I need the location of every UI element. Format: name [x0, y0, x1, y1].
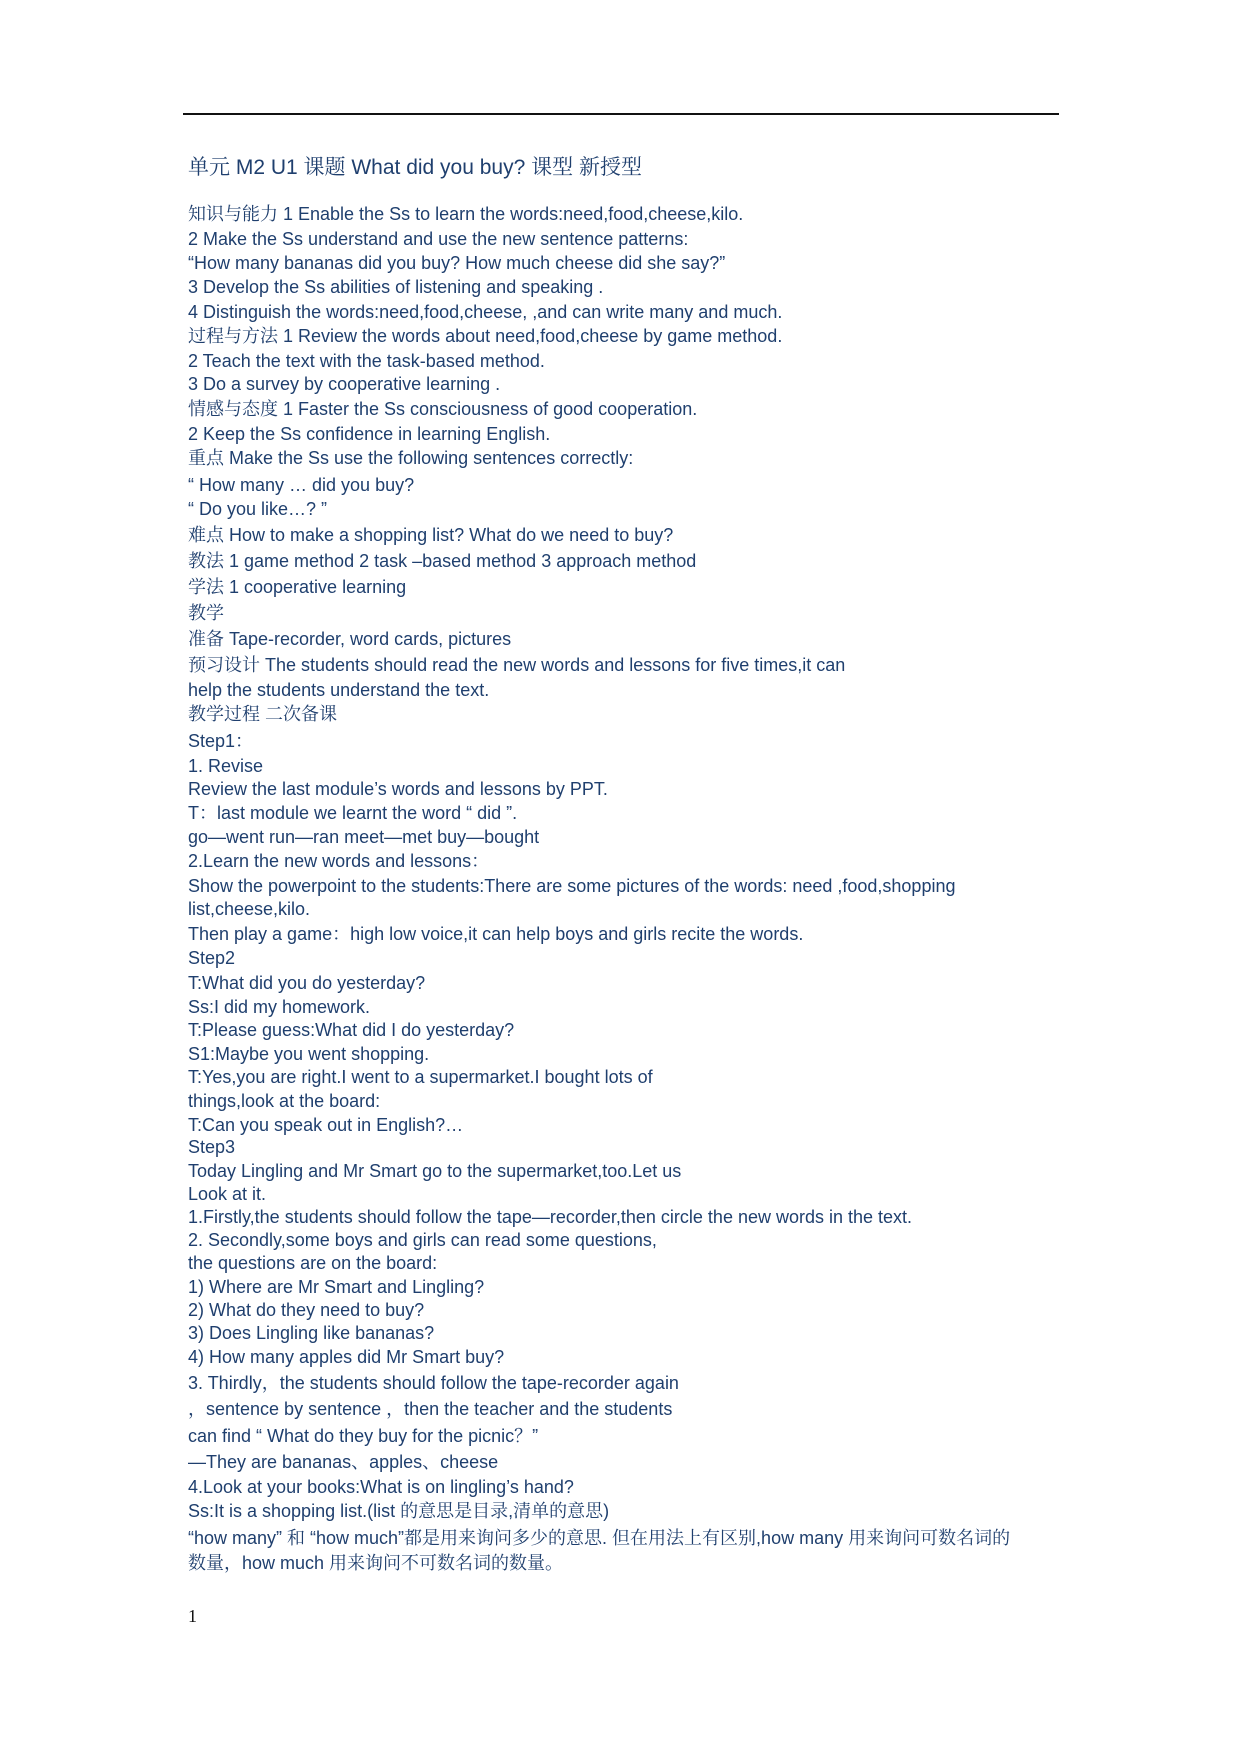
text-line: Then play a game：high low voice,it can help boys and girls recite the words.: [188, 924, 804, 944]
text-line: list,cheese,kilo.: [188, 899, 311, 919]
text-line: 1. Revise: [188, 756, 264, 776]
text-line: Step1：: [188, 731, 254, 751]
text-line: 3. Thirdly，the students should follow the tape-recorder again: [188, 1373, 679, 1393]
text-line: 知识与能力 1 Enable the Ss to learn the words:need,food,cheese,kilo.: [188, 204, 744, 224]
text-line: 4) How many apples did Mr Smart buy?: [188, 1347, 505, 1367]
text-line: the questions are on the board:: [188, 1253, 438, 1273]
text-line: Show the powerpoint to the students:There are some pictures of the words: need ,food,shopping: [188, 876, 956, 896]
text-line: 难点 How to make a shopping list? What do we need to buy?: [188, 525, 674, 545]
text-line: “ Do you like…? ”: [188, 499, 328, 519]
text-line: T:What did you do yesterday?: [188, 973, 426, 993]
page-number: 1: [188, 1606, 197, 1626]
text-line: 学法 1 cooperative learning: [188, 577, 407, 597]
text-line: 教法 1 game method 2 task –based method 3 approach method: [188, 551, 697, 571]
text-line: T:Please guess:What did I do yesterday?: [188, 1020, 515, 1040]
text-line: 1) Where are Mr Smart and Lingling?: [188, 1277, 485, 1297]
text-line: 数量，how much 用来询问不可数名词的数量。: [188, 1553, 564, 1573]
text-line: 准备 Tape-recorder, word cards, pictures: [188, 629, 512, 649]
text-line: Step3: [188, 1137, 236, 1157]
text-line: Ss:It is a shopping list.(list 的意思是目录,清单的意思): [188, 1501, 610, 1521]
text-line: Review the last module’s words and lessons by PPT.: [188, 779, 608, 799]
text-line: “ How many … did you buy?: [188, 475, 415, 495]
text-line: 2. Secondly,some boys and girls can read some questions,: [188, 1230, 657, 1250]
text-line: 2 Teach the text with the task-based method.: [188, 351, 545, 371]
text-line: T:Can you speak out in English?…: [188, 1115, 464, 1135]
text-line: 3) Does Lingling like bananas?: [188, 1323, 435, 1343]
text-line: Ss:I did my homework.: [188, 997, 371, 1017]
text-line: “How many bananas did you buy? How much cheese did she say?”: [188, 253, 726, 273]
text-line: 2) What do they need to buy?: [188, 1300, 425, 1320]
text-line: things,look at the board:: [188, 1091, 381, 1111]
text-line: 4 Distinguish the words:need,food,cheese, ,and can write many and much.: [188, 302, 783, 322]
text-line: 4.Look at your books:What is on lingling’s hand?: [188, 1477, 574, 1497]
text-line: “how many” 和 “how much”都是用来询问多少的意思. 但在用法上有区别,how many 用来询问可数名词的: [188, 1528, 1011, 1548]
text-line: 3 Do a survey by cooperative learning .: [188, 374, 501, 394]
text-line: 3 Develop the Ss abilities of listening and speaking .: [188, 277, 604, 297]
text-line: Step2: [188, 948, 236, 968]
text-line: 过程与方法 1 Review the words about need,food,cheese by game method.: [188, 326, 783, 346]
lesson-title: 单元 M2 U1 课题 What did you buy? 课型 新授型: [188, 156, 642, 179]
text-line: 教学: [188, 603, 224, 623]
text-line: 1.Firstly,the students should follow the tape—recorder,then circle the new words in the text.: [188, 1207, 913, 1227]
header-rule: [183, 113, 1059, 115]
text-line: 2 Keep the Ss confidence in learning English.: [188, 424, 551, 444]
text-line: —They are bananas、apples、cheese: [188, 1452, 499, 1472]
text-line: T：last module we learnt the word “ did ”.: [188, 803, 518, 823]
text-line: 预习设计 The students should read the new words and lessons for five times,it can: [188, 655, 846, 675]
text-line: 2 Make the Ss understand and use the new sentence patterns:: [188, 229, 689, 249]
text-line: 教学过程 二次备课: [188, 704, 338, 724]
text-line: ，sentence by sentence ，then the teacher and the students: [188, 1399, 673, 1419]
text-line: help the students understand the text.: [188, 680, 490, 700]
text-line: 情感与态度 1 Faster the Ss consciousness of good cooperation.: [188, 399, 698, 419]
text-line: Look at it.: [188, 1184, 267, 1204]
text-line: 2.Learn the new words and lessons：: [188, 851, 490, 871]
text-line: T:Yes,you are right.I went to a supermarket.I bought lots of: [188, 1067, 653, 1087]
text-line: 重点 Make the Ss use the following sentences correctly:: [188, 448, 634, 468]
text-line: S1:Maybe you went shopping.: [188, 1044, 430, 1064]
text-line: can find “ What do they buy for the picnic？”: [188, 1426, 539, 1446]
text-line: Today Lingling and Mr Smart go to the supermarket,too.Let us: [188, 1161, 682, 1181]
text-line: go—went run—ran meet—met buy—bought: [188, 827, 540, 847]
